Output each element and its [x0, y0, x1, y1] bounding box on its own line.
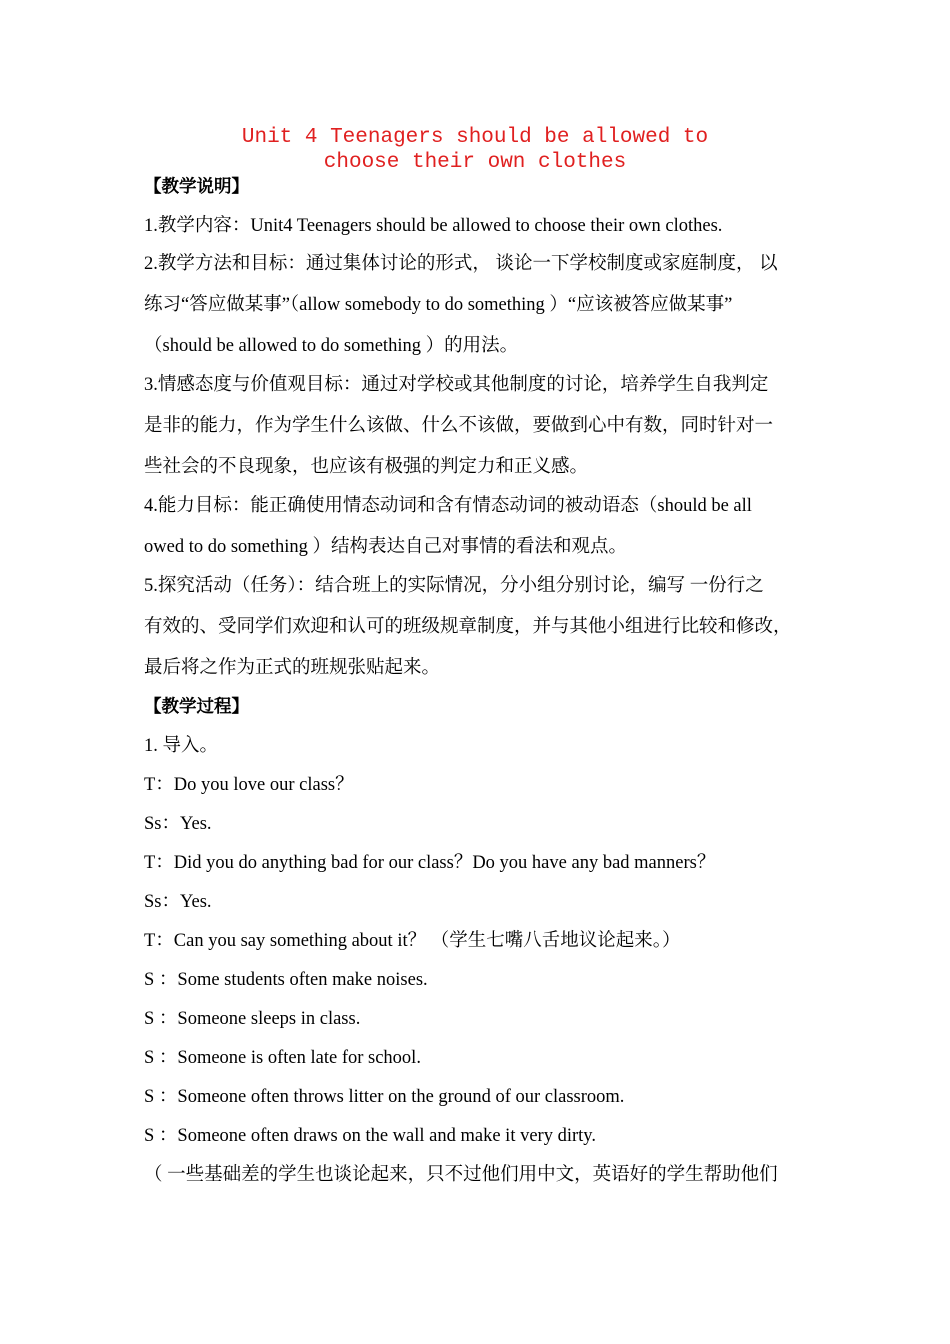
paragraph-line: 2.教学方法和目标：通过集体讨论的形式， 谈论一下学校制度或家庭制度， 以 [144, 254, 778, 274]
paragraph-line: 3.情感态度与价值观目标：通过对学校或其他制度的讨论，培养学生自我判定 [144, 375, 769, 395]
paragraph-line: （ 一些基础差的学生也谈论起来，只不过他们用中文，英语好的学生帮助他们 [144, 1165, 778, 1185]
paragraph-line: 4.能力目标：能正确使用情态动词和含有情态动词的被动语态（should be all [144, 496, 752, 516]
dialogue-line: T：Can you say something about it？ （学生七嘴八舌地议论起来。） [144, 931, 681, 951]
paragraph-line: 1.教学内容：Unit4 Teenagers should be allowed to choose their own clothes. [144, 216, 723, 236]
paragraph-line: 最后将之作为正式的班规张贴起来。 [144, 658, 441, 678]
section-heading-teaching-process: 【教学过程】 [144, 697, 249, 717]
paragraph-line: 1. 导入。 [144, 736, 219, 756]
paragraph-line: 5.探究活动（任务）：结合班上的实际情况，分小组分别讨论，编写 一份行之 [144, 576, 764, 596]
document-title-line-1: Unit 4 Teenagers should be allowed to [241, 126, 709, 149]
document-title-line-2: choose their own clothes [323, 151, 627, 174]
paragraph-line: 些社会的不良现象，也应该有极强的判定力和正义感。 [144, 457, 589, 477]
dialogue-line: S ：Someone often throws litter on the ground of our classroom. [144, 1087, 625, 1107]
paragraph-line: owed to do something ）结构表达自己对事情的看法和观点。 [144, 537, 628, 557]
dialogue-line: S ：Someone often draws on the wall and make it very dirty. [144, 1126, 596, 1146]
paragraph-line: 练习“答应做某事”（allow somebody to do something ）“应该被答应做某事” [144, 295, 733, 315]
dialogue-line: S ：Someone is often late for school. [144, 1048, 421, 1068]
paragraph-line: （should be allowed to do something ）的用法。 [144, 336, 519, 356]
dialogue-line: T：Do you love our class？ [144, 775, 354, 795]
paragraph-line: 是非的能力，作为学生什么该做、什么不该做，要做到心中有数，同时针对一 [144, 416, 774, 436]
dialogue-line: S ：Someone sleeps in class. [144, 1009, 361, 1029]
dialogue-line: Ss：Yes. [144, 814, 212, 834]
paragraph-line: 有效的、受同学们欢迎和认可的班级规章制度，并与其他小组进行比较和修改， [144, 617, 792, 637]
section-heading-teaching-notes: 【教学说明】 [144, 177, 249, 197]
dialogue-line: T：Did you do anything bad for our class？Do you have any bad manners？ [144, 853, 716, 873]
dialogue-line: Ss：Yes. [144, 892, 212, 912]
dialogue-line: S ：Some students often make noises. [144, 970, 428, 990]
